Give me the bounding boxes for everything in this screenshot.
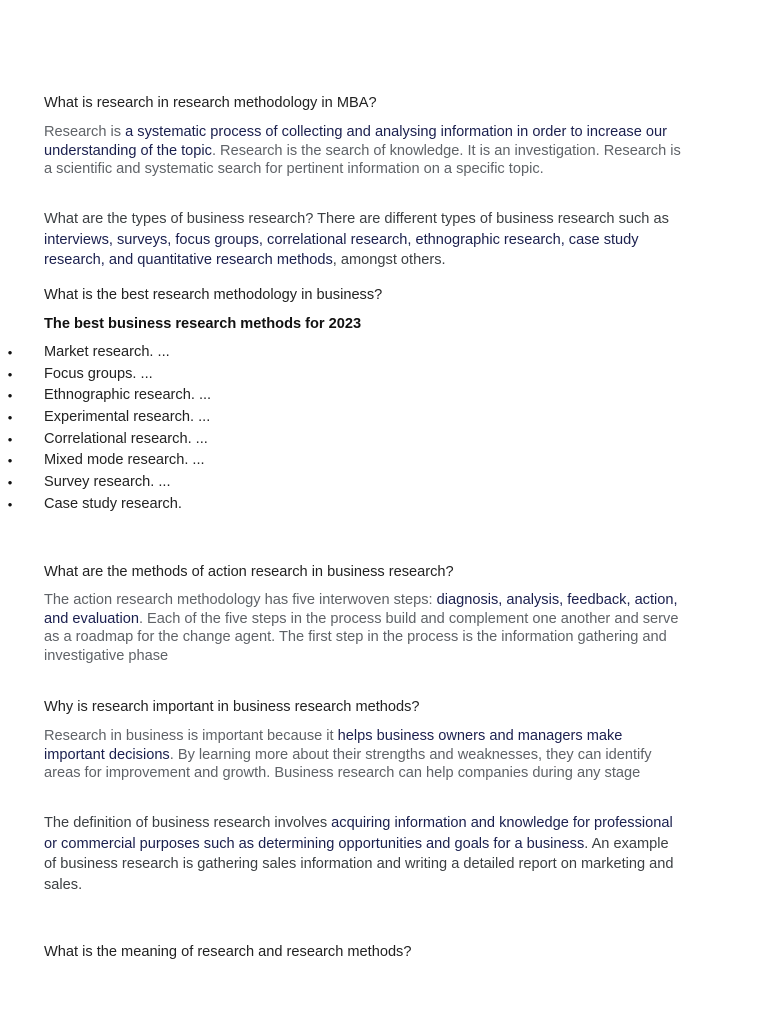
question-action-research-methods: What are the methods of action research in business research? [44,564,454,580]
list-item [0,429,500,451]
answer-highlight: acquiring information and knowledge for professional or commercial purposes such as determining opportunities and goals for a business [44,815,673,852]
answer-text: . By learning more about their strengths and weaknesses, they can identify areas for improvement and growth. Business research can help companies during any stage [44,746,652,781]
list-item [0,494,500,516]
bullet-icon: • [7,366,13,382]
bullet-icon: • [7,388,13,404]
list-item-label: Experimental research. ... [44,409,211,426]
list-item [0,450,500,472]
answer-text: What are the types of business research? There are different types of business research such as [44,211,669,227]
bullet-icon: • [7,475,13,491]
answer-highlight: a systematic process of collecting and analysing information in order to increase our understanding of the topic [44,124,667,159]
list-item-label: Correlational research. ... [44,430,208,447]
list-item [0,472,500,494]
answer-text: The definition of business research involves [44,815,332,831]
list-item [0,407,500,429]
list-item-label: Mixed mode research. ... [44,452,205,469]
list-item [0,342,500,364]
answer-text: Research in business is important because it [44,728,338,744]
list-item-label: Ethnographic research. ... [44,387,212,404]
answer-text: Research is [44,124,126,140]
answer-types-of-business-research [44,209,684,271]
answer-highlight: interviews, surveys, focus groups, correlational research, ethnographic research, case study research, and quantitative research methods [44,231,639,269]
research-methods-list [0,342,500,516]
answer-text: The action research methodology has five interwoven steps: [44,592,437,608]
answer-text: . Each of the five steps in the process build and complement one another and serve as a roadmap for the change agent. The first step in the process is the information gathering and investigative phase [44,610,679,664]
heading-best-methods-2023: The best business research methods for 2023 [44,316,362,332]
list-item [0,385,500,407]
answer-text: . Research is the search of knowledge. It is an investigation. Research is a scientific and systematic search for pertinent information on a specific topic. [44,142,681,177]
bullet-icon: • [7,345,13,360]
list-item-label: Focus groups. ... [44,365,153,382]
list-item-label: Survey research. ... [44,474,171,491]
list-item [0,364,500,386]
answer-action-research-steps [44,591,684,665]
bullet-icon: • [7,410,13,426]
bullet-icon: • [7,431,13,447]
question-why-research-important: Why is research important in business research methods? [44,699,420,715]
answer-business-research-definition [44,813,684,896]
list-item-label: Case study research. [44,495,182,512]
answer-research-importance [44,727,684,783]
bullet-icon: • [7,453,13,469]
answer-text: . An example of business research is gathering sales information and writing a detailed report on marketing and sales. [44,835,674,894]
answer-research-definition [44,123,684,179]
answer-text: , amongst others. [332,252,446,269]
bullet-icon: • [7,496,13,512]
question-research-in-mba: What is research in research methodology in MBA? [44,95,377,111]
answer-highlight: diagnosis, analysis, feedback, action, and evaluation [44,592,678,627]
question-meaning-of-research: What is the meaning of research and research methods? [44,944,412,960]
question-best-methodology: What is the best research methodology in business? [44,287,383,303]
answer-highlight: helps business owners and managers make important decisions [44,728,623,763]
list-item-label: Market research. ... [44,344,170,360]
